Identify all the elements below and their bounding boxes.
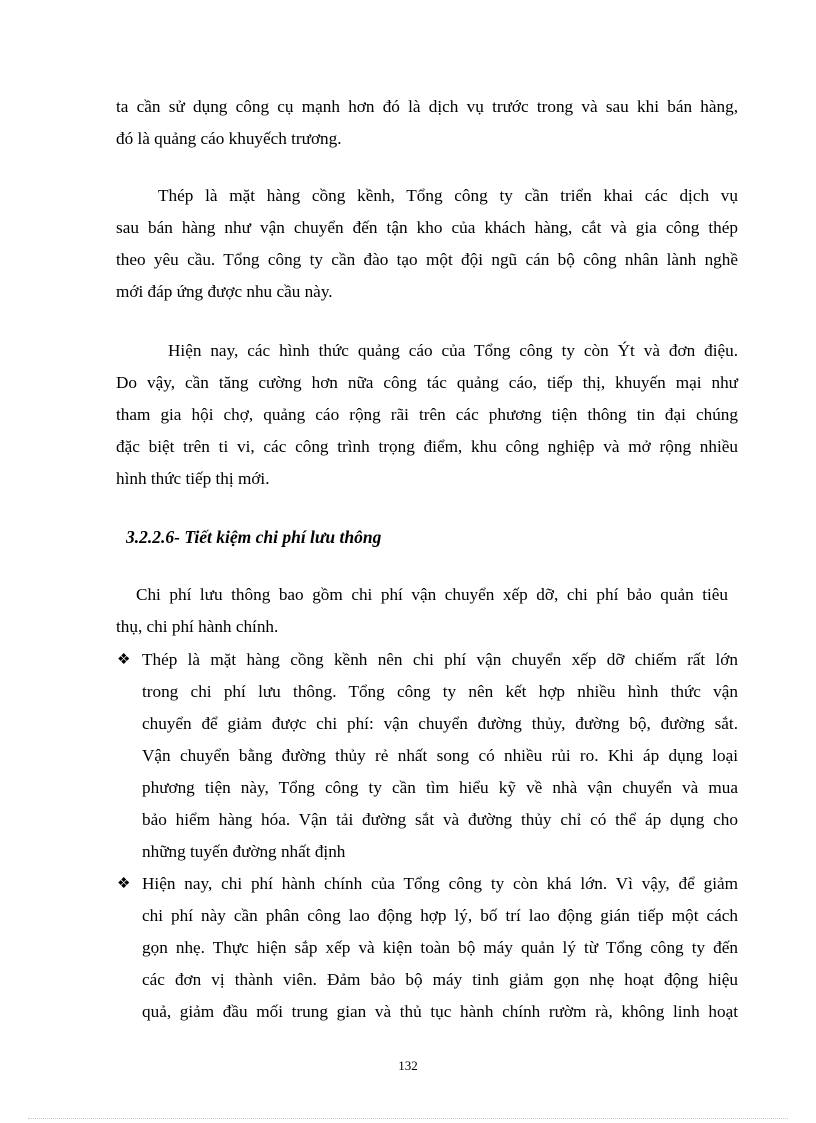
paragraph-1-line-2: đó là quảng cáo khuyếch trương. <box>116 129 342 148</box>
paragraph-2-line-1: Thép là mặt hàng cồng kềnh, Tổng công ty cần triển khai các dịch vụ <box>158 186 738 205</box>
bullet-1-line-4: Vận chuyển bằng đường thủy rẻ nhất song có nhiều rủi ro. Khi áp dụng loại <box>142 746 738 765</box>
bullet-1-line-3: chuyển để giảm được chi phí: vận chuyển đường thủy, đường bộ, đường sắt. <box>142 714 738 733</box>
section-heading: 3.2.2.6- Tiết kiệm chi phí lưu thông <box>126 527 382 547</box>
paragraph-3-line-2: Do vậy, cần tăng cường hơn nữa công tác quảng cáo, tiếp thị, khuyến mại như <box>116 373 738 392</box>
bullet-2-line-4: các đơn vị thành viên. Đảm bảo bộ máy tinh giảm gọn nhẹ hoạt động hiệu <box>142 970 738 989</box>
bullet-1-line-7: những tuyến đường nhất định <box>142 842 346 861</box>
paragraph-2-line-2: sau bán hàng như vận chuyển đến tận kho của khách hàng, cắt và gia công thép <box>116 218 738 237</box>
paragraph-4-line-2: thụ, chi phí hành chính. <box>116 617 279 636</box>
bullet-1-diamond-icon: ❖ <box>117 652 131 668</box>
paragraph-3-line-5: hình thức tiếp thị mới. <box>116 469 270 488</box>
bullet-2-line-3: gọn nhẹ. Thực hiện sắp xếp và kiện toàn bộ máy quản lý từ Tổng công ty đến <box>142 938 738 957</box>
page-number: 132 <box>398 1058 418 1073</box>
bullet-1-line-6: bảo hiểm hàng hóa. Vận tải đường sắt và đường thủy chỉ có thể áp dụng cho <box>142 810 738 829</box>
bullet-1-line-5: phương tiện này, Tổng công ty cần tìm hiểu kỹ về nhà vận chuyển và mua <box>142 778 738 797</box>
paragraph-3-line-1: Hiện nay, các hình thức quảng cáo của Tổng công ty còn Ýt và đơn điệu. <box>168 341 738 360</box>
paragraph-2-line-4: mới đáp ứng được nhu cầu này. <box>116 282 333 301</box>
page-bottom-divider <box>28 1118 788 1119</box>
bullet-1-line-2: trong chi phí lưu thông. Tổng công ty nên kết hợp nhiều hình thức vận <box>142 682 738 701</box>
bullet-2-diamond-icon: ❖ <box>117 876 131 892</box>
paragraph-3-line-3: tham gia hội chợ, quảng cáo rộng rãi trên các phương tiện thông tin đại chúng <box>116 405 738 424</box>
paragraph-2-line-3: theo yêu cầu. Tổng công ty cần đào tạo một đội ngũ cán bộ công nhân lành nghề <box>116 250 738 269</box>
paragraph-4-line-1: Chi phí lưu thông bao gồm chi phí vận chuyển xếp dỡ, chi phí bảo quản tiêu <box>136 585 728 604</box>
bullet-2-line-1: Hiện nay, chi phí hành chính của Tổng công ty còn khá lớn. Vì vậy, để giảm <box>142 874 738 893</box>
bullet-2-line-5: quả, giảm đầu mối trung gian và thủ tục hành chính rườm rà, không linh hoạt <box>142 1002 738 1021</box>
paragraph-3-line-4: đặc biệt trên ti vi, các công trình trọng điểm, khu công nghiệp và mở rộng nhiều <box>116 437 738 456</box>
paragraph-1-line-1: ta cần sử dụng công cụ mạnh hơn đó là dịch vụ trước trong và sau khi bán hàng, <box>116 97 738 116</box>
bullet-2-line-2: chi phí này cần phân công lao động hợp lý, bố trí lao động gián tiếp một cách <box>142 906 738 925</box>
bullet-1-line-1: Thép là mặt hàng cồng kềnh nên chi phí vận chuyển xếp dỡ chiếm rất lớn <box>142 650 738 669</box>
